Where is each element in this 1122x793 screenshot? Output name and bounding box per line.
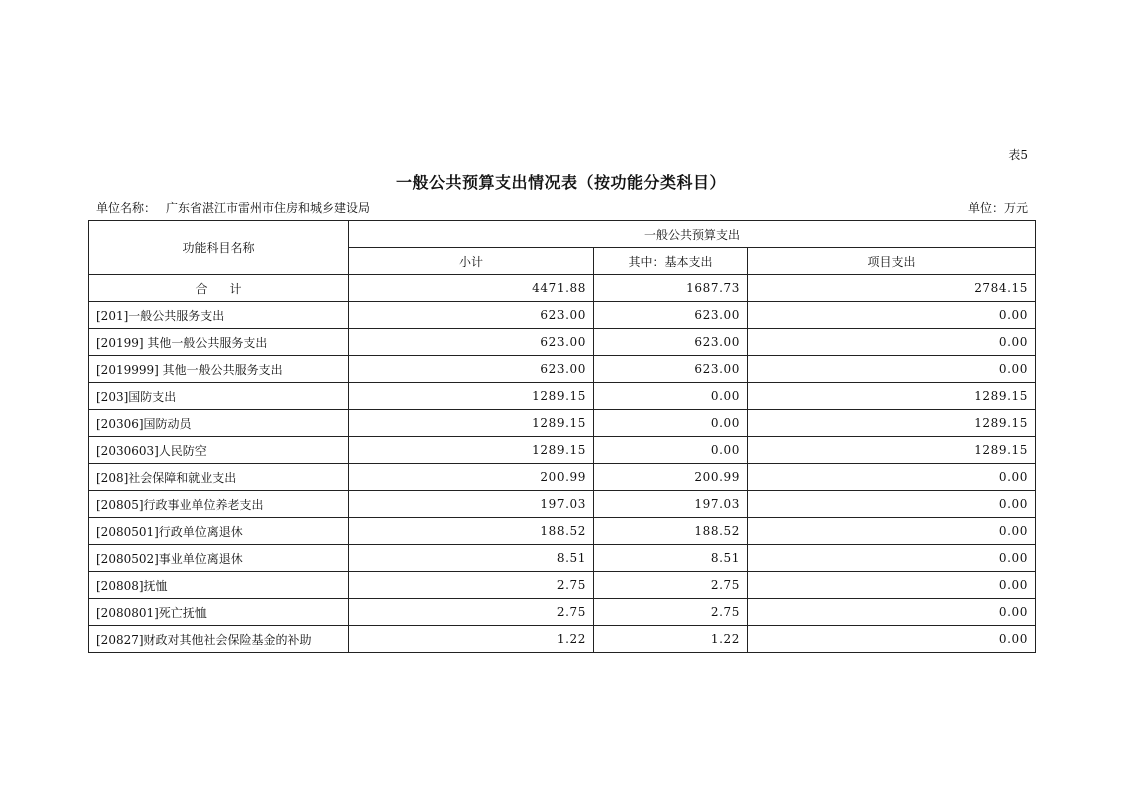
basic-cell: 623.00	[594, 356, 748, 383]
header-project: 项目支出	[748, 248, 1036, 275]
basic-cell: 0.00	[594, 437, 748, 464]
budget-expenditure-table	[88, 220, 1036, 653]
total-project: 2784.15	[748, 275, 1036, 302]
function-name-cell: [20808]抚恤	[89, 572, 349, 599]
total-basic: 1687.73	[594, 275, 748, 302]
total-row	[89, 275, 1036, 302]
currency-unit: 单位：万元	[967, 201, 1028, 215]
function-name-cell: [20199] 其他一般公共服务支出	[89, 329, 349, 356]
subtotal-cell: 623.00	[349, 356, 594, 383]
subtotal-cell: 2.75	[349, 599, 594, 626]
project-cell: 1289.15	[748, 437, 1036, 464]
basic-cell: 623.00	[594, 329, 748, 356]
project-cell: 0.00	[748, 464, 1036, 491]
organization-info	[96, 199, 370, 216]
function-name-cell: [2080801]死亡抚恤	[89, 599, 349, 626]
total-label-first: 合	[195, 281, 208, 296]
subtotal-cell: 1289.15	[349, 410, 594, 437]
table-row	[89, 329, 1036, 356]
subtotal-cell: 188.52	[349, 518, 594, 545]
subtotal-cell: 623.00	[349, 329, 594, 356]
project-cell: 1289.15	[748, 383, 1036, 410]
table-row	[89, 626, 1036, 653]
basic-cell: 2.75	[594, 599, 748, 626]
subtotal-cell: 1289.15	[349, 437, 594, 464]
table-row	[89, 464, 1036, 491]
basic-cell: 0.00	[594, 383, 748, 410]
basic-cell: 197.03	[594, 491, 748, 518]
table-row	[89, 437, 1036, 464]
project-cell: 0.00	[748, 356, 1036, 383]
project-cell: 0.00	[748, 599, 1036, 626]
table-row	[89, 518, 1036, 545]
function-name-cell: [203]国防支出	[89, 383, 349, 410]
header-function-name: 功能科目名称	[89, 221, 349, 275]
function-name-cell: [20805]行政事业单位养老支出	[89, 491, 349, 518]
table-row	[89, 383, 1036, 410]
header-subtotal: 小计	[349, 248, 594, 275]
table-row	[89, 410, 1036, 437]
project-cell: 0.00	[748, 518, 1036, 545]
subtotal-cell: 8.51	[349, 545, 594, 572]
basic-cell: 188.52	[594, 518, 748, 545]
table-row	[89, 545, 1036, 572]
page-title: 一般公共预算支出情况表（按功能分类科目）	[395, 173, 726, 192]
subtotal-cell: 2.75	[349, 572, 594, 599]
basic-cell: 1.22	[594, 626, 748, 653]
basic-cell: 2.75	[594, 572, 748, 599]
project-cell: 0.00	[748, 626, 1036, 653]
function-name-cell: [20827]财政对其他社会保险基金的补助	[89, 626, 349, 653]
header-basic: 其中：基本支出	[594, 248, 748, 275]
project-cell: 0.00	[748, 572, 1036, 599]
function-name-cell: [201]一般公共服务支出	[89, 302, 349, 329]
project-cell: 0.00	[748, 491, 1036, 518]
table-row	[89, 302, 1036, 329]
function-name-cell: [20306]国防动员	[89, 410, 349, 437]
function-name-cell: [208]社会保障和就业支出	[89, 464, 349, 491]
subtotal-cell: 1.22	[349, 626, 594, 653]
function-name-cell: [2080502]事业单位离退休	[89, 545, 349, 572]
basic-cell: 623.00	[594, 302, 748, 329]
subtotal-cell: 1289.15	[349, 383, 594, 410]
project-cell: 1289.15	[748, 410, 1036, 437]
table-row	[89, 491, 1036, 518]
organization-label: 单位名称：	[96, 201, 157, 215]
project-cell: 0.00	[748, 545, 1036, 572]
subtotal-cell: 623.00	[349, 302, 594, 329]
header-group-general-budget: 一般公共预算支出	[349, 221, 1036, 248]
subtotal-cell: 197.03	[349, 491, 594, 518]
project-cell: 0.00	[748, 329, 1036, 356]
function-name-cell: [2030603]人民防空	[89, 437, 349, 464]
total-label-cell	[89, 275, 349, 302]
total-label-second: 计	[229, 281, 242, 296]
subtotal-cell: 200.99	[349, 464, 594, 491]
basic-cell: 200.99	[594, 464, 748, 491]
basic-cell: 0.00	[594, 410, 748, 437]
total-subtotal: 4471.88	[349, 275, 594, 302]
function-name-cell: [2080501]行政单位离退休	[89, 518, 349, 545]
table-row	[89, 572, 1036, 599]
table-body	[89, 275, 1036, 653]
function-name-cell: [2019999] 其他一般公共服务支出	[89, 356, 349, 383]
basic-cell: 8.51	[594, 545, 748, 572]
organization-name: 广东省湛江市雷州市住房和城乡建设局	[166, 201, 371, 215]
table-row	[89, 599, 1036, 626]
header-row-1	[89, 221, 1036, 248]
project-cell: 0.00	[748, 302, 1036, 329]
table-row	[89, 356, 1036, 383]
table-number: 表5	[1008, 148, 1028, 162]
